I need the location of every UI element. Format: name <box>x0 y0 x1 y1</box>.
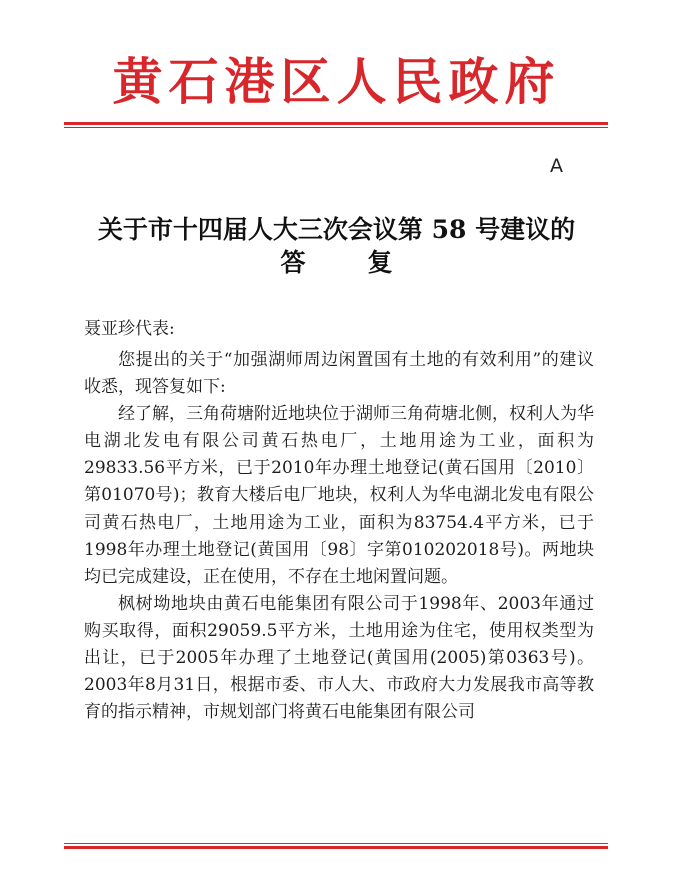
document-grade: A <box>550 155 563 177</box>
header-rule-thin <box>64 127 608 128</box>
document-body <box>84 347 594 726</box>
document-title-line2: 答复 <box>280 248 455 277</box>
footer-rule-thin <box>64 843 608 844</box>
issuer-header: 黄石港区人民政府 <box>112 52 561 111</box>
salutation: 聂亚珍代表: <box>84 319 175 339</box>
body-paragraph-2: 经了解，三角荷塘附近地块位于湖师三角荷塘北侧，权利人为华电湖北发电有限公司黄石热电厂，土地用途为工业，面积为29833.56平方米，已于2010年办理土地登记(黄石国用〔2010〕第01070号)；教育大楼后电厂地块，权利人为华电湖北发电有限公司黄石热电厂，土地用途为工业，面积为83754.4平方米，已于1998年办理土地登记(黄国用〔98〕字第010202018号)。两地块均已完成建设，正在使用，不存在土地闲置问题。 <box>84 404 594 587</box>
footer-rule-thick <box>64 846 608 849</box>
body-paragraph-3: 枫树坳地块由黄石电能集团有限公司于1998年、2003年通过购买取得，面积29059.5平方米，土地用途为住宅，使用权类型为出让，已于2005年办理了土地登记(黄国用(2005)第0363号)。2003年8月31日，根据市委、市人大、市政府大力发展我市高等教育的指示精神，市规划部门将黄石电能集团有限公司 <box>84 593 594 723</box>
header-rule-thick <box>64 122 608 125</box>
document-title-line1: 关于市十四届人大三次会议第 58 号建议的 <box>97 215 576 244</box>
body-paragraph-1: 您提出的关于“加强湖师周边闲置国有土地的有效利用”的建议收悉，现答复如下: <box>84 350 594 398</box>
